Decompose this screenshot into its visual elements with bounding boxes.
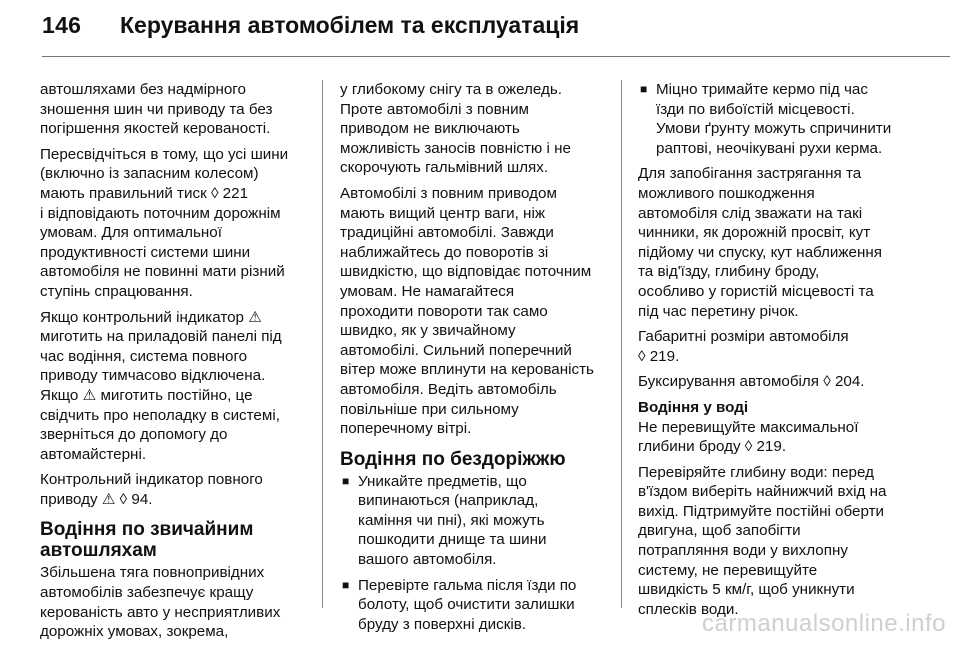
paragraph: автошляхами без надмірного зношення шин чи приводу та без погіршення якостей керованості. — [40, 81, 273, 138]
paragraph: Для запобігання застрягання та можливого пошкодження автомобіля слід зважати на такі чинники, як дорожній просвіт, кут підйому чи спуску, кут наближення та від'їзду, глибину броду, особливо у гористій місцевості та під час перетину річок. — [638, 165, 882, 320]
paragraph: Габаритні розміри автомобіля ◊ 219. — [638, 328, 849, 365]
paragraph: у глибокому снігу та в ожеледь. Проте автомобілі з повним приводом не виключають можливість заносів повністю і не скорочують гальмівний шлях. — [340, 81, 571, 177]
paragraph: Збільшена тяга повнопривідних автомобілів забезпечує кращу керованість авто у несприятливих дорожніх умовах, зокрема, — [40, 564, 281, 641]
bullet-list — [638, 80, 903, 158]
page-number: 146 — [42, 12, 82, 38]
subsection-heading: Водіння у воді — [638, 398, 749, 416]
section-heading: Водіння по звичайним автошляхам — [40, 519, 254, 562]
paragraph: Перевіряйте глибину води: перед в'їздом виберіть найнижчий вхід на вихід. Підтримуйте постійні оберти двигуна, щоб запобігти потрапляння води у вихлопну систему, не перевищуйте швидкість 5 км/г, щоб уникнути сплесків води. — [638, 463, 887, 618]
list-item: ■ Перевірте гальма після їзди по болоту, щоб очистити залишки бруду з поверхні дисків. — [340, 576, 615, 635]
watermark: carmanualsonline.info — [702, 610, 946, 637]
text-column-1 — [40, 80, 310, 648]
page-title: Керування автомобілем та експлуатація — [120, 12, 580, 38]
section-heading: Водіння по бездоріжжю — [340, 448, 566, 470]
list-item: ■ Уникайте предметів, що випинаються (наприклад, каміння чи пні), які можуть пошкодити днище та шини вашого автомобіля. — [340, 472, 615, 570]
column-divider — [621, 80, 622, 608]
paragraph: Автомобілі з повним приводом мають вищий центр ваги, ніж традиційні автомобілі. Завжди наближайтесь до поворотів зі швидкістю, що відповідає поточним умовам. Не намагайтеся проходити повороти так само швидко, як у звичайному автомобілі. Сильний поперечний вітер може вплинути на керованість автомобіля. Ведіть автомобіль повільніше при сильному поперечному вітрі. — [340, 184, 594, 438]
paragraph: Якщо контрольний індикатор ⚠ миготить на приладовій панелі під час водіння, система повного приводу тимчасово відключена. Якщо ⚠ миготить постійно, це свідчить про неполадку в системі, зверніться до допомогу до автомайстерні. — [40, 308, 282, 463]
header-rule — [42, 56, 950, 57]
paragraph: Не перевищуйте максимальної глибини броду ◊ 219. — [638, 418, 859, 456]
bullet-list — [340, 472, 615, 635]
column-divider — [322, 80, 323, 608]
text-column-3 — [638, 80, 903, 625]
paragraph: Буксирування автомобіля ◊ 204. — [638, 373, 865, 391]
list-item: ■ Міцно тримайте кермо під час їзди по вибоїстій місцевості. Умови ґрунту можуть спричинити раптові, неочікувані рухи керма. — [638, 80, 903, 158]
text-column-2 — [340, 80, 615, 640]
paragraph: Пересвідчіться в тому, що усі шини (включно із запасним колесом) мають правильний тиск ◊ 221 і відповідають поточним дорожнім умовам. Для оптимальної продуктивності системи шини автомобіля не повинні мати різний ступінь спрацювання. — [40, 145, 289, 300]
paragraph: Контрольний індикатор повного приводу ⚠ ◊ 94. — [40, 471, 263, 508]
